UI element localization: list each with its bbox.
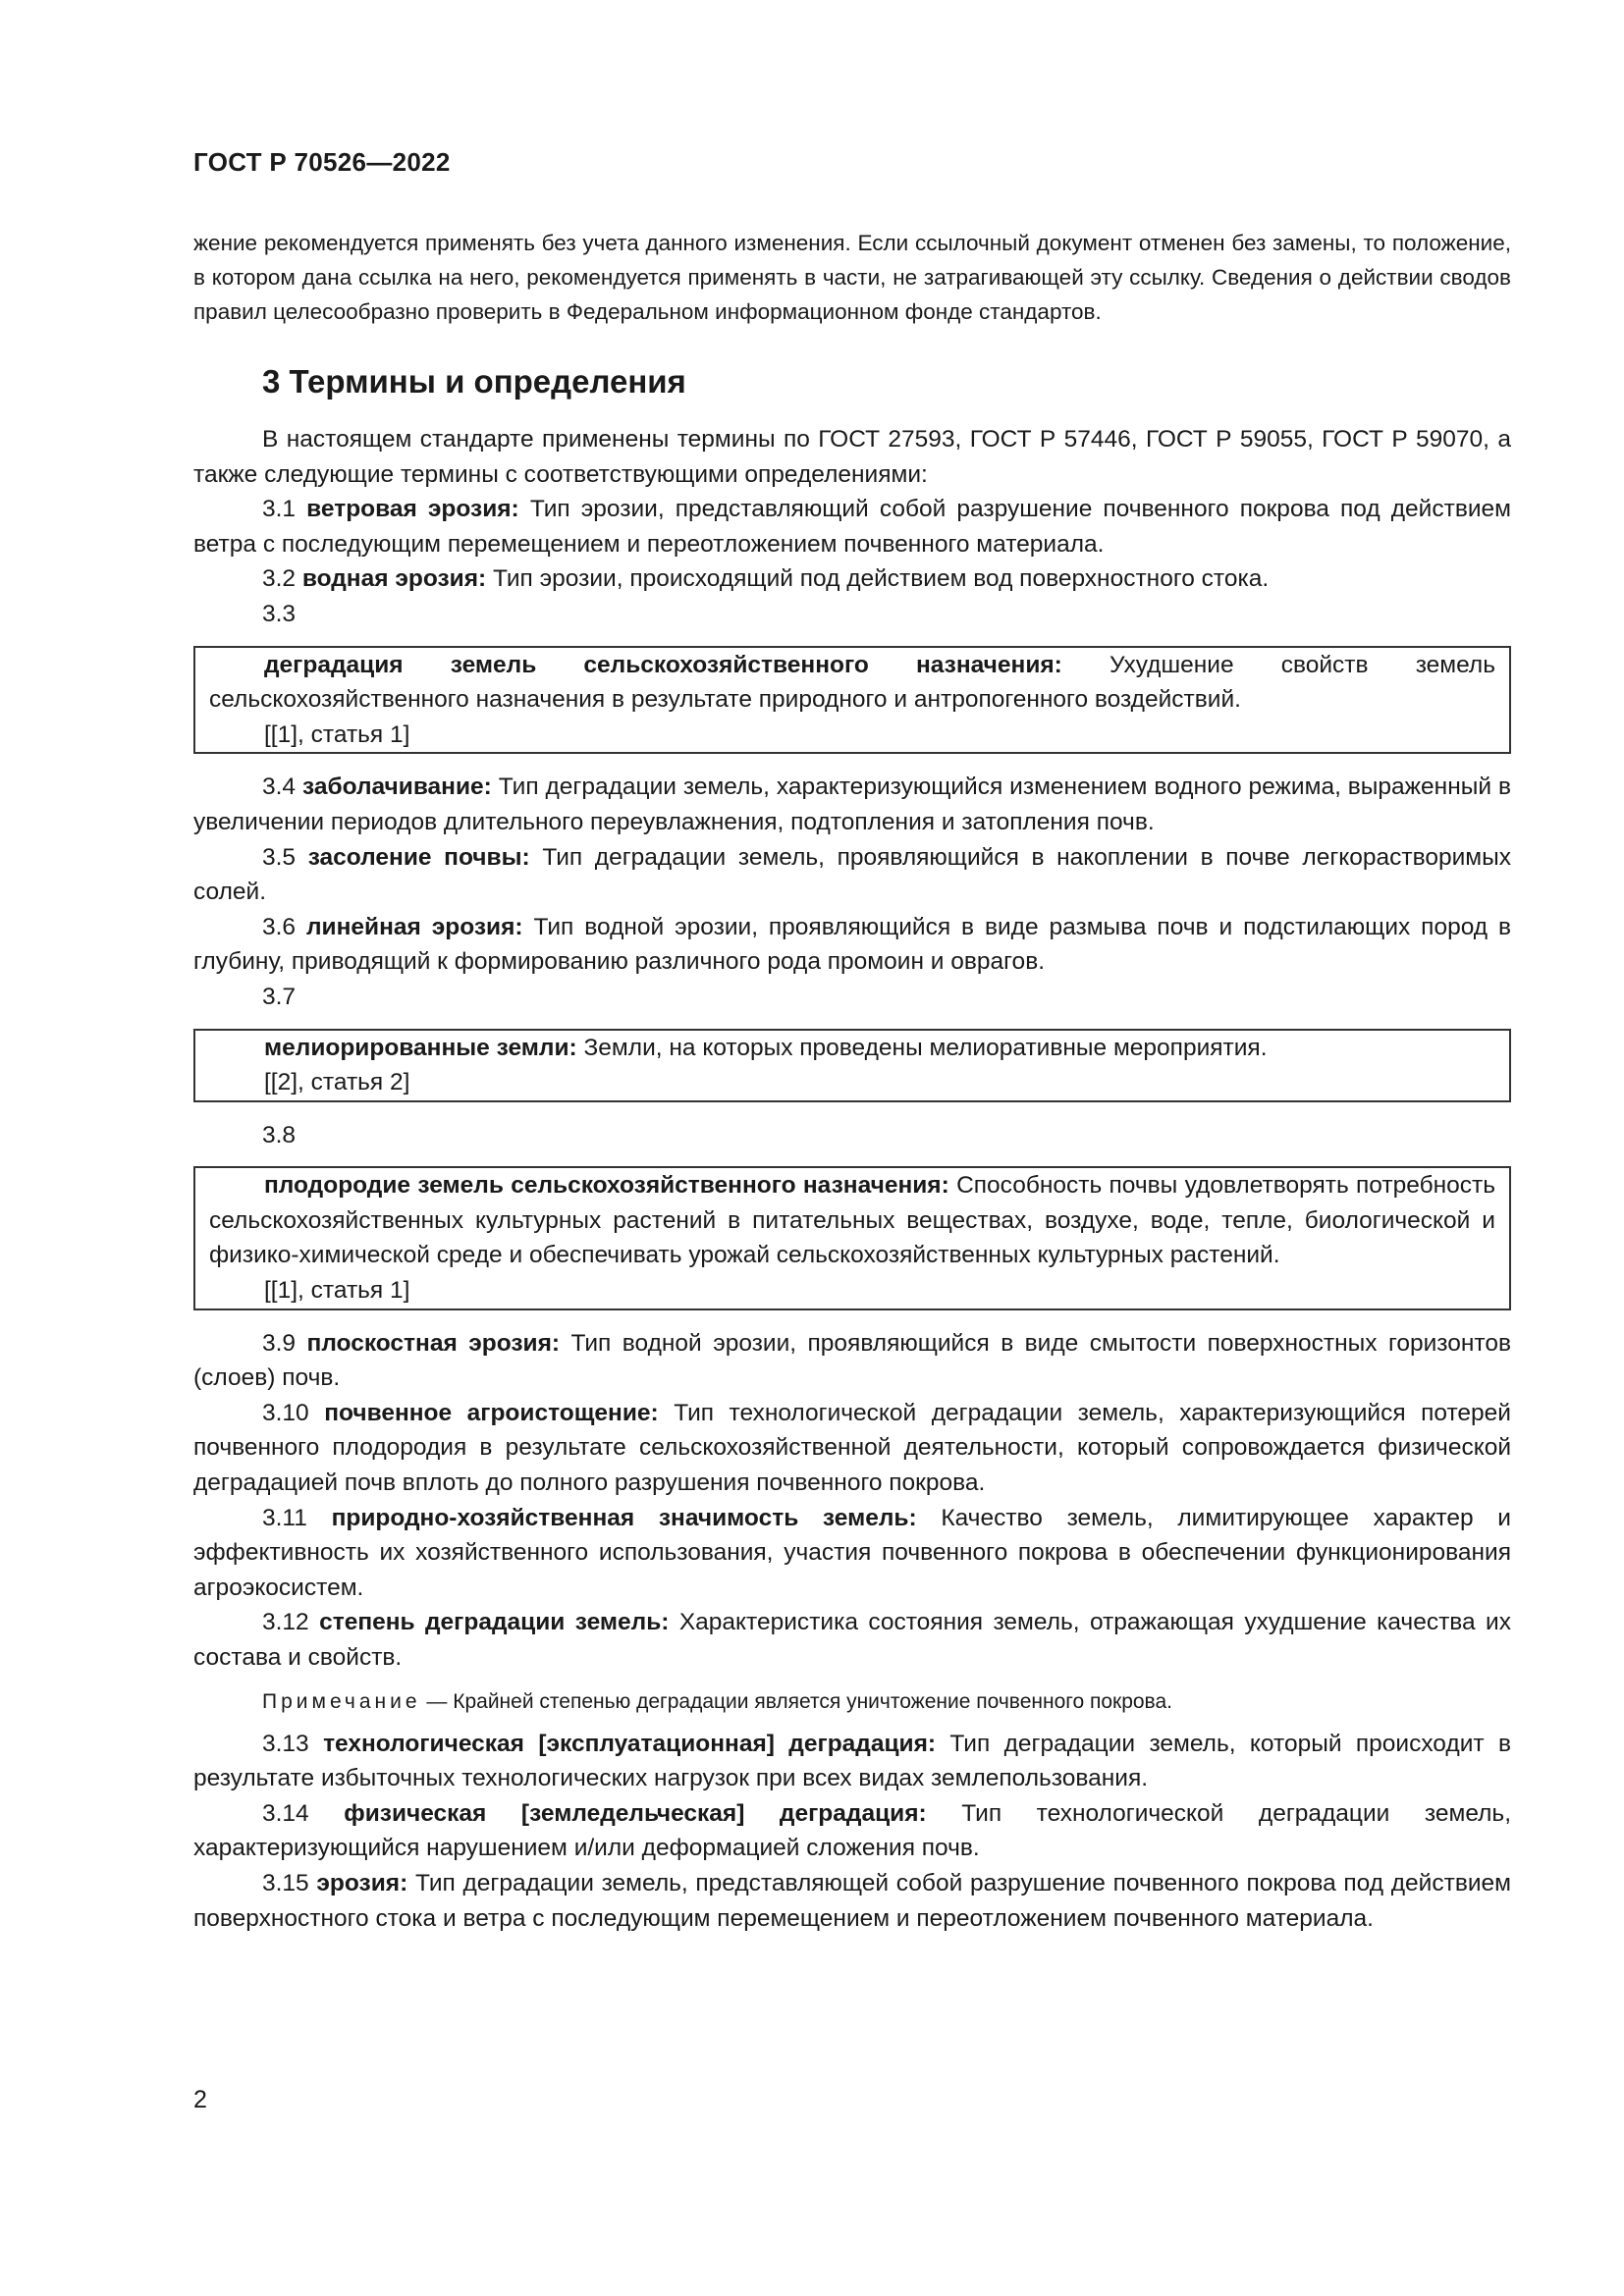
term-definition: Качество земель, лимитирующее характер и эффективность их хозяйственного использования, участия почвенного покрова в обеспечении функционирования агроэкосистем. (193, 1504, 1511, 1601)
term-definition: Тип водной эрозии, проявляющийся в виде смытости поверхностных горизонтов (слоев) почв. (193, 1329, 1511, 1392)
term-name: плоскостная эрозия: (306, 1329, 561, 1357)
term-number: 3.7 (262, 983, 297, 1010)
term-number: 3.14 (262, 1799, 309, 1827)
term-number: 3.8 (262, 1121, 297, 1148)
term-number: 3.3 (262, 600, 297, 627)
section-title: 3 Термины и определения (262, 363, 686, 400)
term-reference: [[2], статья 2] (264, 1069, 410, 1096)
note (193, 1685, 1511, 1719)
term-entry (193, 770, 1511, 839)
term-definition: Тип деградации земель, который происходит в результате избыточных технологических нагрузок при всех видах землепользования. (193, 1730, 1511, 1792)
term-number: 3.4 (262, 774, 297, 801)
term-entry (193, 1605, 1511, 1675)
term-name: линейная эрозия: (305, 913, 523, 940)
term-name: мелиорированные земли: (264, 1034, 577, 1061)
term-entry (193, 1796, 1511, 1866)
term-definition: Способность почвы удовлетворять потребность сельскохозяйственных культурных растений в питательных веществах, воздухе, воде, тепле, биологической и физико-химической среде и обеспечивать урожай сельскохозяйственных культурных растений. (209, 1172, 1495, 1269)
term-name: водная эрозия: (301, 565, 487, 593)
term-entry (193, 1396, 1511, 1501)
quoted-term-box (193, 646, 1511, 755)
terms-body (193, 422, 1511, 1936)
term-number: 3.6 (262, 913, 297, 940)
term-name: плодородие земель сельскохозяйственного назначения: (264, 1172, 949, 1200)
term-definition: Тип деградации земель, представляющей собой разрушение почвенного покрова под действием поверхностного стока и ветра с последующим перемещением и переотложением почвенного материала. (193, 1869, 1512, 1932)
term-definition: Тип технологической деградации земель, характеризующийся потерей почвенного плодородия в результате сельскохозяйственной деятельности, который сопровождается физической деградацией почв вплоть до полного разрушения почвенного покрова. (193, 1399, 1511, 1497)
term-name: эрозия: (316, 1869, 408, 1896)
term-name: засоление почвы: (307, 843, 530, 871)
section-intro: В настоящем стандарте применены термины по ГОСТ 27593, ГОСТ Р 57446, ГОСТ Р 59055, ГОСТ Р 59070, а также следующие термины с соответствующими определениями: (193, 426, 1511, 488)
term-definition: Тип технологической деградации земель, характеризующийся нарушением и/или деформацией сложения почв. (193, 1799, 1512, 1862)
term-number: 3.10 (262, 1399, 309, 1426)
term-reference: [[1], статья 1] (264, 721, 410, 748)
note-label: Примечание (262, 1689, 421, 1713)
term-definition: Тип водной эрозии, проявляющийся в виде размыва почв и подстилающих пород в глубину, приводящий к формированию различного рода промоин и оврагов. (193, 913, 1512, 976)
note-text: — Крайней степенью деградации является уничтожение почвенного покрова. (420, 1689, 1172, 1713)
term-reference: [[1], статья 1] (264, 1277, 410, 1305)
term-definition: Характеристика состояния земель, отражающая ухудшение качества их состава и свойств. (193, 1609, 1511, 1671)
term-number: 3.12 (262, 1609, 309, 1636)
term-number: 3.5 (262, 843, 297, 871)
lead-paragraph: жение рекомендуется применять без учета данного изменения. Если ссылочный документ отменен без замены, то положение, в котором дана ссылка на него, рекомендуется применять в части, не затрагивающей эту ссылку. Сведения о действии сводов правил целесообразно проверить в Федеральном информационном фонде стандартов. (193, 231, 1511, 324)
term-number: 3.15 (262, 1869, 309, 1896)
term-entry (209, 1031, 1495, 1066)
term-definition: Тип деградации земель, проявляющийся в накоплении в почве легкорастворимых солей. (193, 843, 1511, 906)
term-entry (193, 561, 1511, 597)
term-name: заболачивание: (301, 774, 492, 801)
term-entry (209, 648, 1495, 718)
quoted-term-box (193, 1166, 1511, 1309)
term-number: 3.9 (262, 1329, 297, 1357)
term-number: 3.11 (262, 1504, 307, 1531)
page-number: 2 (193, 2086, 207, 2113)
term-definition: Тип эрозии, представляющий собой разрушение почвенного покрова под действием ветра с последующим перемещением и переотложением почвенного материала. (193, 496, 1512, 558)
term-number: 3.2 (262, 565, 297, 593)
document-header: ГОСТ Р 70526—2022 (193, 147, 451, 177)
term-definition: Тип эрозии, происходящий под действием вод поверхностного стока. (492, 565, 1270, 593)
term-name: технологическая [эксплуатационная] деградация: (323, 1730, 937, 1757)
term-definition: Земли, на которых проведены мелиоративные мероприятия. (583, 1034, 1268, 1061)
term-entry (193, 1727, 1511, 1796)
term-entry (209, 1168, 1495, 1273)
term-name: деградация земель сельскохозяйственного назначения: (264, 651, 1062, 678)
term-number: 3.1 (262, 496, 297, 523)
term-name: физическая [земледельческая] деградация: (344, 1799, 927, 1827)
term-name: степень деградации земель: (319, 1609, 670, 1636)
term-entry (193, 1501, 1511, 1606)
term-entry (193, 1326, 1511, 1396)
term-entry (193, 1866, 1511, 1936)
term-entry (193, 840, 1511, 910)
quoted-term-box (193, 1029, 1511, 1102)
term-name: почвенное агроистощение: (324, 1399, 659, 1426)
term-name: ветровая эрозия: (306, 496, 519, 523)
term-definition: Ухудшение свойств земель сельскохозяйственного назначения в результате природного и антропогенного воздействий. (209, 651, 1495, 714)
term-name: природно-хозяйственная значимость земель: (331, 1504, 917, 1531)
term-definition: Тип деградации земель, характеризующийся изменением водного режима, выраженный в увеличении периодов длительного переувлажнения, подтопления и затопления почв. (193, 774, 1511, 835)
term-entry (193, 492, 1511, 561)
term-number: 3.13 (262, 1730, 309, 1757)
term-entry (193, 910, 1511, 980)
